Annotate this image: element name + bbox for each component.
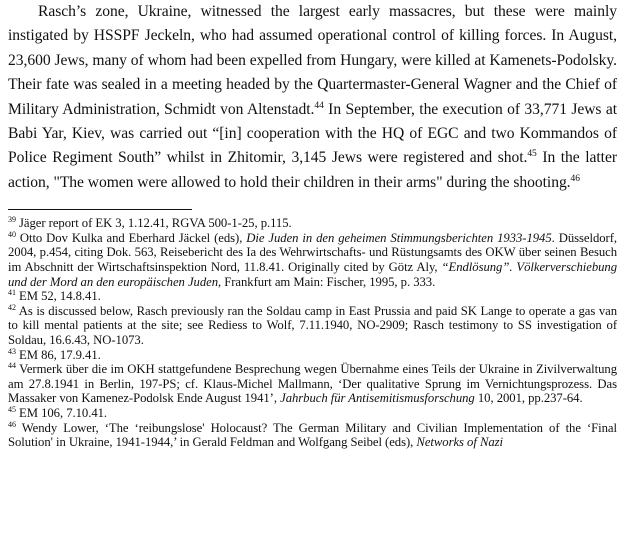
footnote-ref-45[interactable]: 45 xyxy=(527,149,537,160)
footnote-41 xyxy=(8,289,617,304)
journal-title-italic: Jahrbuch für Antisemitismusforschung xyxy=(280,391,475,406)
footnote-39 xyxy=(8,216,617,231)
footnote-number: 41 xyxy=(8,288,16,298)
footnote-text: As is discussed below, Rasch previously ran the Soldau camp in East Prussia and paid SK Lange to operate a gas van to kill mental patients at the site; see Rediess to Wolf, 7.11.1940, NO-2909; Rasch testimony to SS investigation of Soldau, 16.6.43, NO-1073. xyxy=(8,303,617,347)
footnote-number: 43 xyxy=(8,346,16,356)
footnote-45 xyxy=(8,406,617,421)
footnote-text: Wendy Lower, ‘The ‘reibungslose' Holocaust? The German Military and Civilian Implementation of the ‘Final Solution' in Ukraine, 1941-1944,’ in Gerald Feldman and Wolfgang Seibel (eds), xyxy=(8,420,617,450)
footnote-number: 42 xyxy=(8,302,16,312)
footnote-text: Vermerk über die im OKH stattgefundene Besprechung wegen Übernahme eines Teils der Ukraine in Zivilverwaltung am 27.8.1941 in Berlin, 197-PS; cf. Klaus-Michel Mallmann, ‘Der qualitative Sprung im Vernichtungsprozess. Das Massaker von Kamenez-Podolsk Ende August 1941’, xyxy=(8,362,617,406)
footnote-ref-44[interactable]: 44 xyxy=(314,100,324,111)
footnote-text: , Frankfurt am Main: Fischer, 1995, p. 333. xyxy=(217,274,436,289)
footnote-number: 39 xyxy=(8,215,16,225)
footnote-text: Jäger report of EK 3, 1.12.41, RGVA 500-1-25, p.115. xyxy=(15,216,292,231)
footnote-40 xyxy=(8,231,617,289)
body-sentence-2: In September, the execution of 33,771 Jews at Babi Yar, Kiev, was carried out “[in] cooperation with the HQ of EGC and two Kommandos of Police Regiment South” whilst in Zhitomir, 3,145 Jews were registered and shot. xyxy=(8,100,617,167)
book-title-italic: “Endlösung”. Völkerverschiebung und der Mord an den europäischen Juden xyxy=(8,260,617,289)
footnote-43 xyxy=(8,348,617,363)
footnote-ref-46[interactable]: 46 xyxy=(570,173,580,184)
footnote-46 xyxy=(8,421,617,450)
body-paragraph xyxy=(8,0,617,195)
footnote-number: 46 xyxy=(8,419,16,429)
body-sentence-3: In the latter action, "The women were allowed to hold their children in their arms" during the shooting. xyxy=(8,149,617,191)
document-page xyxy=(8,0,617,450)
footnote-text: 10, 2001, pp.237-64. xyxy=(474,391,583,406)
footnote-number: 44 xyxy=(8,361,16,371)
footnote-42 xyxy=(8,304,617,348)
footnote-text: . Düsseldorf, 2004, p.454, citing Dok. 563, Reisebericht des Ia des Wehrwirtschafts- und Rüstungsamts des OKW über seinen Besuch im Abschnitt der Wirtschaftsinspektion Nord, 11.8.41. Originally cited by Götz Aly, xyxy=(8,230,618,275)
book-title-italic: Die Juden in den geheimen Stimmungsberichten 1933-1945 xyxy=(246,230,552,245)
footnote-text: EM 86, 17.9.41. xyxy=(15,347,101,362)
footnote-separator xyxy=(8,209,192,210)
book-title-italic: Networks of Nazi xyxy=(416,435,504,450)
body-sentence-1: Rasch’s zone, Ukraine, witnessed the largest early massacres, but these were mainly instigated by HSSPF Jeckeln, who had assumed operational control of killing forces. In August, 23,600 Jews, many of whom had been expelled from Hungary, were killed at Kamenets-Podolsky. Their fate was sealed in a meeting headed by the Quartermaster-General Wagner and the Chief of Military Administration, Schmidt von Altenstadt. xyxy=(8,3,617,118)
footnote-text: EM 106, 7.10.41. xyxy=(15,405,108,420)
footnote-text: EM 52, 14.8.41. xyxy=(15,289,101,304)
footnote-number: 40 xyxy=(8,229,16,239)
footnote-text: Otto Dov Kulka and Eberhard Jäckel (eds), xyxy=(15,230,247,245)
footnote-44 xyxy=(8,362,617,406)
footnote-number: 45 xyxy=(8,404,16,414)
footnotes-list xyxy=(8,216,617,450)
